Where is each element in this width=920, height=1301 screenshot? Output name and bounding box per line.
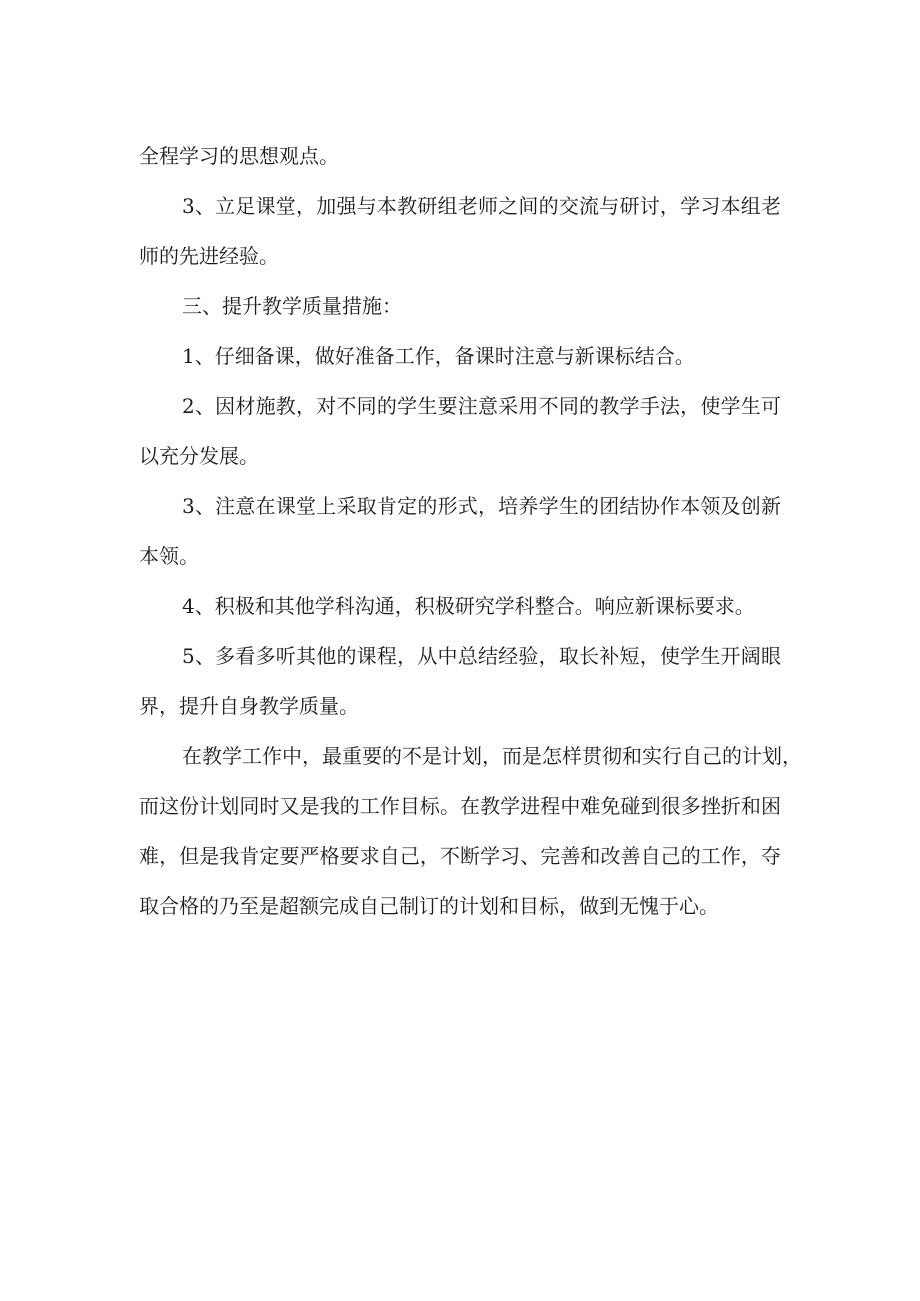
text-line — [0, 841, 920, 871]
text-line — [0, 741, 920, 771]
text-line-content: 在教学工作中，最重要的不是计划，而是怎样贯彻和实行自己的计划， — [182, 744, 802, 768]
text-line-content: 2、因材施教，对不同的学生要注意采用不同的教学手法，使学生可 — [182, 394, 781, 418]
text-line — [0, 391, 920, 421]
text-line — [0, 191, 920, 221]
text-line-content: 界，提升自身教学质量。 — [139, 694, 359, 718]
text-line — [0, 641, 920, 671]
text-line-content: 4、积极和其他学科沟通，积极研究学科整合。响应新课标要求。 — [182, 594, 755, 618]
text-line — [0, 891, 920, 921]
text-line — [0, 341, 920, 371]
text-line-content: 本领。 — [139, 544, 199, 568]
text-line-content: 3、立足课堂，加强与本教研组老师之间的交流与研讨，学习本组老 — [182, 194, 781, 218]
text-line — [0, 541, 920, 571]
text-line-content: 而这份计划同时又是我的工作目标。在教学进程中难免碰到很多挫折和困 — [139, 794, 781, 818]
text-line-content: 取合格的乃至是超额完成自己制订的计划和目标，做到无愧于心。 — [139, 894, 719, 918]
text-line-content: 全程学习的思想观点。 — [139, 144, 339, 168]
text-line — [0, 791, 920, 821]
text-line-content: 三、提升教学质量措施： — [182, 294, 402, 318]
text-line — [0, 141, 920, 171]
text-line — [0, 591, 920, 621]
text-line-content: 3、注意在课堂上采取肯定的形式，培养学生的团结协作本领及创新 — [182, 494, 781, 518]
text-line — [0, 441, 920, 471]
text-line — [0, 241, 920, 271]
text-line-content: 难，但是我肯定要严格要求自己，不断学习、完善和改善自己的工作，夺 — [139, 844, 781, 868]
text-line-content: 5、多看多听其他的课程，从中总结经验，取长补短，使学生开阔眼 — [182, 644, 781, 668]
text-line — [0, 691, 920, 721]
text-line-content: 1、仔细备课，做好准备工作，备课时注意与新课标结合。 — [182, 344, 695, 368]
text-line-content: 以充分发展。 — [139, 444, 259, 468]
section-heading — [0, 291, 920, 321]
text-line-content: 师的先进经验。 — [139, 244, 279, 268]
text-line — [0, 491, 920, 521]
